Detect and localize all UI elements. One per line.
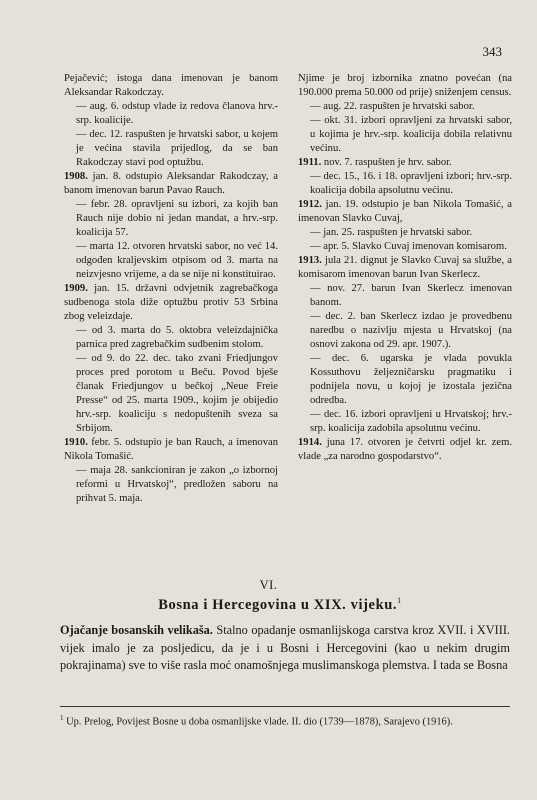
entry-text: — okt. 31. izbori opravljeni za hrvatski sabor, u kojima je hrv.-srp. koalicija dobila relativnu većinu.: [310, 115, 512, 154]
page-number: 343: [482, 44, 502, 59]
left-column: [64, 72, 278, 506]
section-number: VI.: [259, 578, 278, 592]
chronology-entry: [298, 254, 512, 282]
footnote: [60, 706, 510, 729]
chronology-entry: [64, 464, 278, 506]
footnote-reference: 1: [397, 596, 402, 605]
chronology-entry: [64, 198, 278, 240]
section-title-text: Bosna i Hercegovina u XIX. vijeku.: [158, 596, 398, 613]
entry-text: Njime je broj izbornika znatno povećan (na 190.000 prema 50.000 od prije) sniženjem census.: [298, 73, 512, 98]
entry-text: nov. 7. raspušten je hrv. sabor.: [323, 157, 452, 168]
chronology-entry: [298, 436, 512, 464]
entry-text: — dec. 15., 16. i 18. opravljeni izbori; hrv.-srp. koalicija dobila apsolutnu većinu.: [310, 171, 512, 196]
chronology-entry: [298, 114, 512, 156]
entry-text: — dec. 6. ugarska je vlada povukla Kossuthovu željezničarsku pragmatiku i podnijela novu, u kojoj je izostala jezična odredba.: [310, 353, 512, 406]
entry-text: — maja 28. sankcioniran je zakon „o izbornoj reformi u Hrvatskoj“, predložen saboru na prihvat 5. maja.: [76, 465, 278, 504]
entry-year: 1908.: [64, 171, 88, 182]
chronology-entry: [298, 408, 512, 436]
entry-text: — dec. 16. izbori opravljeni u Hrvatskoj; hrv.-srp. koalicija zadobila apsolutnu većinu.: [310, 409, 512, 434]
entry-text: juna 17. otvoren je četvrti odjel kr. zem. vlade „za narodno gospodarstvo“.: [298, 437, 512, 462]
entry-text: jan. 8. odstupio Aleksandar Rakodczay, a banom imenovan barun Pavao Rauch.: [64, 171, 278, 196]
entry-year: 1909.: [64, 283, 88, 294]
entry-year: 1913.: [298, 255, 322, 266]
entry-text: — od 3. marta do 5. oktobra veleizdajnička parnica pred zagrebačkim sudbenim stolom.: [76, 325, 278, 350]
section-title: [60, 596, 500, 614]
entry-text: — aug. 6. odstup vlade iz redova članova hrv.-srp. koalicije.: [76, 101, 278, 126]
chronology-entry: [298, 226, 512, 240]
chronology-entry: [64, 128, 278, 170]
entry-text: — nov. 27. barun Ivan Skerlecz imenovan banom.: [310, 283, 512, 308]
chronology-entry: [298, 282, 512, 310]
chronology-entry: [64, 240, 278, 282]
entry-text: — febr. 28. opravljeni su izbori, za kojih ban Rauch nije dobio ni jedan mandat, a hrv.-srp. koalicija 57.: [76, 199, 278, 238]
entry-text: Pejačević; istoga dana imenovan je banom Aleksandar Rakodczay.: [64, 73, 278, 98]
entry-text: jan. 19. odstupio je ban Nikola Tomašić, a imenovan Slavko Cuvaj,: [298, 199, 512, 224]
body-paragraph: [60, 622, 510, 675]
chronology-entry: [298, 352, 512, 408]
entry-year: 1912.: [298, 199, 322, 210]
chronology-entry: [298, 240, 512, 254]
chronology-entry: [64, 324, 278, 352]
entry-year: 1911.: [298, 157, 322, 168]
chronology-entry: [298, 72, 512, 100]
chronology-entry: [298, 170, 512, 198]
paragraph-lead: Ojačanje bosanskih velikaša.: [60, 623, 213, 637]
chronology-entry: [298, 198, 512, 226]
chronology-entry: [64, 72, 278, 100]
entry-text: febr. 5. odstupio je ban Rauch, a imenovan Nikola Tomašić.: [64, 437, 278, 462]
entry-text: — dec. 2. ban Skerlecz izdao je provedbenu naredbu o nazivlju mjesta u Hrvatskoj (na osnovi zakona od 29. apr. 1907.).: [310, 311, 512, 350]
entry-text: — marta 12. otvoren hrvatski sabor, no već 14. odgođen kraljevskim otpisom od 3. marta na neizvjesno vrijeme, a da se nije ni konstituirao.: [76, 241, 278, 280]
entry-text: jula 21. dignut je Slavko Cuvaj sa službe, a komisarom imenovan barun Ivan Skerlecz.: [298, 255, 512, 280]
right-column: [298, 72, 512, 464]
entry-text: — dec. 12. raspušten je hrvatski sabor, u kojem je većina stavila prijedlog, da se ban Rakodczay stavi pod optužbu.: [76, 129, 278, 168]
chronology-entry: [298, 100, 512, 114]
entry-text: — od 9. do 22. dec. tako zvani Friedjungov proces pred porotom u Beču. Povod bješe članak Friedjungov u bečkoj „Neue Freie Presse“ od 25. marta 1909., kojim je obijedio hrv.-srp. koaliciju s nedopuštenih sveza sa Srbijom.: [76, 353, 278, 434]
paragraph-text: Stalno opadanje osmanlijskoga carstva kroz XVII. i XVIII. vijek imalo je za posljedicu, da je i u Bosni i Hercegovini (kao u nekim drugim pokrajinama) sve to više rasla moć onamošnjega muslimanskoga plemstva. I tada se Bosna: [60, 623, 510, 673]
entry-text: — aug. 22. raspušten je hrvatski sabor.: [310, 101, 475, 112]
entry-year: 1910.: [64, 437, 88, 448]
chronology-entry: [64, 100, 278, 128]
footnote-text: Up. Prelog, Povijest Bosne u doba osmanlijske vlade. II. dio (1739—1878), Sarajevo (1916).: [66, 716, 453, 728]
entry-year: 1914.: [298, 437, 322, 448]
chronology-entry: [298, 156, 512, 170]
chronology-entry: [64, 352, 278, 436]
chronology-entry: [64, 170, 278, 198]
chronology-entry: [64, 436, 278, 464]
footnote-mark: 1: [60, 714, 64, 722]
entry-text: — apr. 5. Slavko Cuvaj imenovan komisarom.: [310, 241, 507, 252]
entry-text: — jan. 25. raspušten je hrvatski sabor.: [310, 227, 473, 238]
chronology-entry: [298, 310, 512, 352]
chronology-entry: [64, 282, 278, 324]
entry-text: jan. 15. državni odvjetnik zagrebačkoga sudbenoga stola diže optužbu protiv 53 Srbina zbog veleizdaje.: [64, 283, 278, 322]
